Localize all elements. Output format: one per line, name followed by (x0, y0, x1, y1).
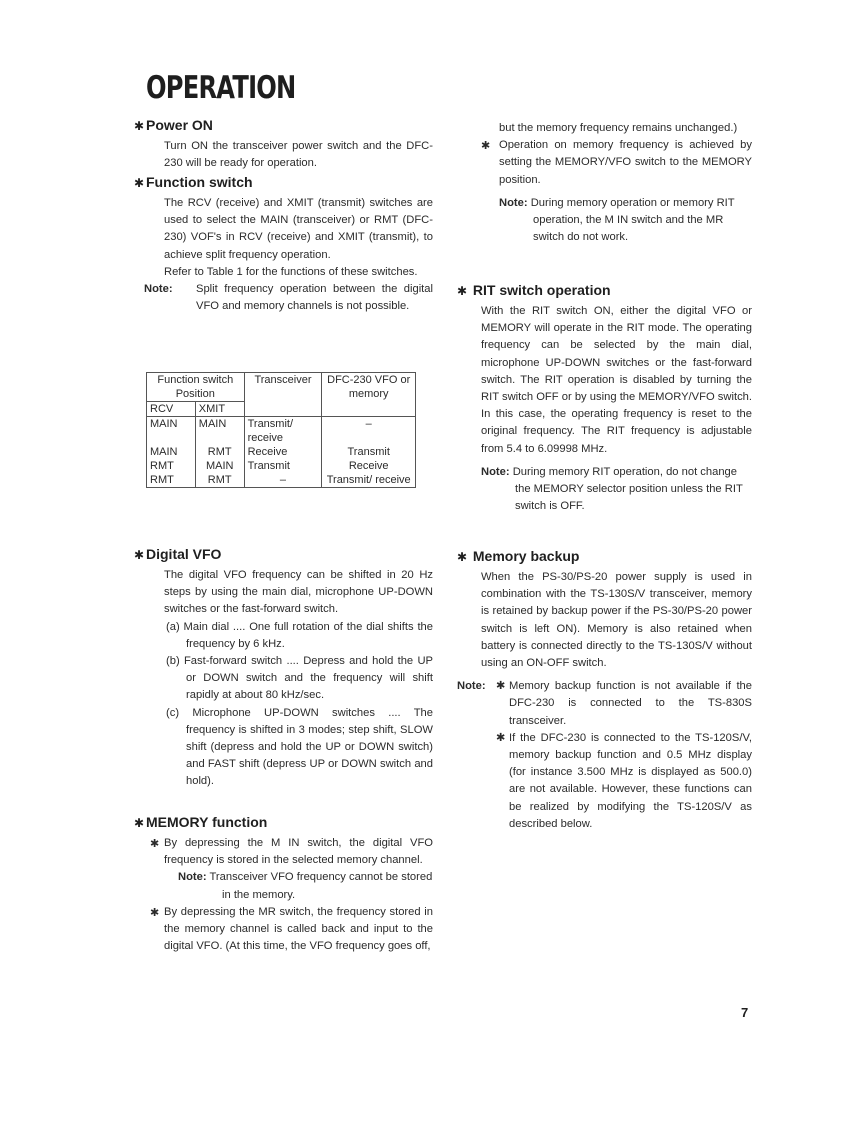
table-subheader-rcv: RCV (147, 402, 196, 417)
list-item: (c) Microphone UP-DOWN switches .... The frequency is shifted in 3 modes; step shift, SLOW shift (depress and hold the UP or DOWN switch) and FAST shift (depress UP or DOWN switch and hold). (166, 706, 433, 788)
section-rit-switch (457, 281, 752, 515)
paragraph: The RCV (receive) and XMIT (transmit) switches are used to select the MAIN (transceiver) or RMT (DFC-230) VOF's in RCV (receive) and XMIT (transmit), to achieve split frequency operation. (164, 197, 433, 261)
paragraph: The digital VFO frequency can be shifted in 20 Hz steps by using the main dial, microphone UP-DOWN switches or the fast-forward switch. (164, 569, 433, 616)
table-row: RMT RMT – Transmit/ receive (147, 473, 416, 488)
list-item: (b) Fast-forward switch .... Depress and hold the UP or DOWN switch and the frequency will shift rapidly at about 80 kHz/sec. (166, 655, 433, 702)
asterisk-icon: ✱ (134, 119, 145, 133)
paragraph: Turn ON the transceiver power switch and the DFC-230 will be ready for operation. (164, 140, 433, 170)
note: Note: ✱ Memory backup function is not available if the DFC-230 is connected to the TS-830S transceiver. (457, 680, 752, 727)
list-item: ✱ By depressing the MR switch, the frequency stored in the memory channel is called back and input to the digital VFO. (At this time, the VFO frequency goes off, (150, 905, 433, 953)
table-header-transceiver: Transceiver (244, 373, 322, 402)
list-item: ✱ Operation on memory frequency is achieved by setting the MEMORY/VFO switch to the MEMORY position. (481, 139, 752, 186)
note: Note: (144, 283, 173, 296)
note: Note: Transceiver VFO frequency cannot be stored in the memory. (178, 871, 433, 901)
paragraph: When the PS-30/PS-20 power supply is used in combination with the TS-130S/V transceiver, memory is retained by backup power if the PS-30/PS-20 power switch is left ON). Memory is also retained when battery is connected directly to the TS-130S/V without using an ON-OFF switch. (481, 571, 752, 670)
asterisk-icon: ✱ (150, 838, 160, 850)
note: Note: During memory RIT operation, do not change the MEMORY selector position unless the RIT switch is OFF. (481, 465, 743, 513)
table-header-dfc: DFC-230 VFO or memory (322, 373, 416, 402)
page-number: 7 (741, 1005, 749, 1020)
asterisk-icon: ✱ (496, 731, 506, 744)
note: ✱ If the DFC-230 is connected to the TS-120S/V, memory backup function and 0.5 MHz display (for instance 3.500 MHz is displayed as 500.0) are not available. However, these functions can be realized by modifying the TS-120S/V as described below. (496, 731, 752, 830)
asterisk-icon: ✱ (134, 176, 145, 190)
table-row: MAIN MAIN Transmit/ receive – (147, 417, 416, 446)
section-heading: ✱ Function switch (134, 173, 433, 193)
table-header-position: Function switch Position (147, 373, 245, 402)
asterisk-icon: ✱ (134, 548, 145, 562)
paragraph: With the RIT switch ON, either the digital VFO or MEMORY will operate in the RIT mode. The operating frequency can be selected by the main dial, microphone UP-DOWN switches or the fast-forward switch. The RIT operation is disabled by turning the RIT switch OFF or by using the MEMORY/VFO switch. In this case, the operating frequency is reset to the original frequency. The RIT frequency is adjustable from 5.4 to 6.09998 MHz. (481, 305, 752, 455)
list-item: ✱ By depressing the M IN switch, the digital VFO frequency is stored in the selected memory channel. (150, 837, 433, 867)
section-heading: ✱ Memory backup (457, 547, 752, 567)
section-memory-backup (457, 547, 752, 833)
section-heading: ✱ Digital VFO (134, 545, 433, 565)
asterisk-icon: ✱ (150, 906, 160, 919)
section-heading: ✱ MEMORY function (134, 813, 433, 833)
table-subheader-xmit: XMIT (195, 402, 244, 417)
note-text: Split frequency operation between the digital VFO and memory channels is not possible. (196, 283, 433, 313)
paragraph: but the memory frequency remains unchanged.) (499, 122, 738, 134)
asterisk-icon: ✱ (481, 140, 491, 153)
paragraph: Refer to Table 1 for the functions of these switches. (164, 265, 418, 278)
table-row: MAIN RMT Receive Transmit (147, 445, 416, 459)
memory-function-continued (457, 120, 752, 246)
asterisk-icon: ✱ (457, 550, 468, 564)
asterisk-icon: ✱ (457, 284, 468, 298)
section-function-switch (134, 173, 433, 333)
list-item: (a) Main dial .... One full rotation of the dial shifts the frequency by 6 kHz. (166, 620, 433, 650)
table-row: RMT MAIN Transmit Receive (147, 459, 416, 473)
section-memory-function (134, 813, 433, 955)
section-digital-vfo (134, 545, 433, 791)
asterisk-icon: ✱ (496, 680, 506, 693)
function-table (146, 372, 416, 488)
page-title: OPERATION (146, 70, 296, 106)
note: Note: During memory operation or memory RIT operation, the M IN switch and the MR switch do not work. (499, 196, 735, 244)
section-power-on (134, 116, 433, 172)
section-heading: ✱ Power ON (134, 116, 433, 136)
asterisk-icon: ✱ (134, 816, 145, 830)
section-heading: ✱ RIT switch operation (457, 281, 752, 301)
